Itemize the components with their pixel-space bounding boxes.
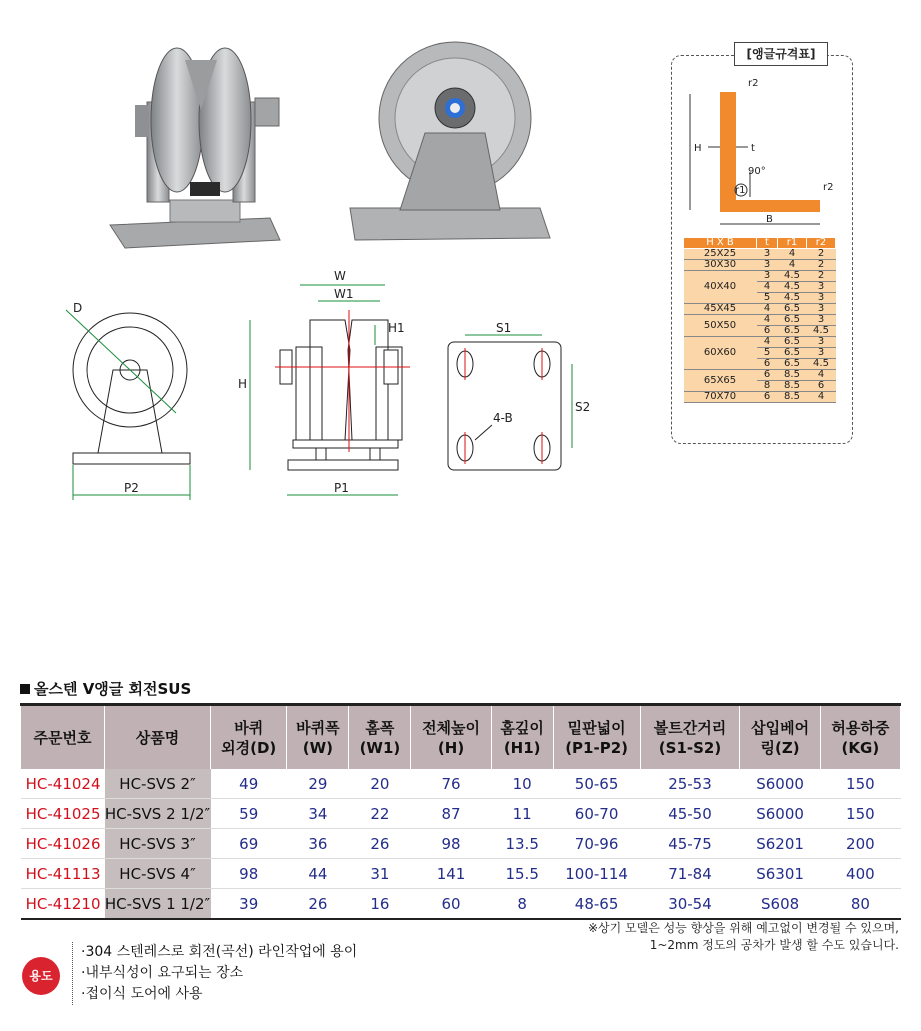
spec-cell-z: S6000: [740, 799, 820, 829]
angle-r1-cell: 6.5: [778, 315, 807, 326]
spec-header-cell: [105, 705, 211, 770]
angle-spec-table: [683, 237, 836, 403]
usage-item: ·접이식 도어에 사용: [81, 986, 203, 1002]
spec-cell-kg: 80: [820, 889, 900, 920]
label-4b: 4-B: [493, 411, 513, 425]
angle-label-r2-top: r2: [748, 78, 759, 89]
spec-cell-w1: 16: [349, 889, 411, 920]
angle-spec-body: [684, 249, 836, 403]
caster-photo-front: [105, 40, 285, 250]
spec-header-line: 볼트간거리: [653, 718, 727, 737]
spec-cell-h: 87: [411, 799, 491, 829]
spec-header-line: 허용하중: [831, 718, 890, 737]
angle-t-cell: 5: [757, 348, 778, 359]
spec-header-cell: [740, 705, 820, 770]
angle-t-cell: 3: [757, 249, 778, 260]
spec-cell-kg: 200: [820, 829, 900, 859]
angle-label-b: B: [766, 214, 773, 225]
table-row: [21, 829, 901, 859]
angle-r1-cell: 4: [778, 260, 807, 271]
usage-list: [72, 942, 357, 1005]
angle-t-cell: 4: [757, 315, 778, 326]
spec-cell-z: S608: [740, 889, 820, 920]
spec-header-line: 바퀴폭: [296, 718, 340, 737]
angle-row: [684, 271, 836, 282]
angle-t-cell: 6: [757, 370, 778, 381]
spec-cell-d: 98: [211, 859, 287, 889]
label-w: W: [334, 270, 346, 283]
spec-cell-w: 44: [287, 859, 349, 889]
spec-header-line: (W1): [359, 738, 401, 757]
angle-r1-cell: 8.5: [778, 381, 807, 392]
spec-header-line: 밑판넓이: [567, 718, 626, 737]
spec-header-line: 전체높이: [422, 718, 481, 737]
spec-header-line: 삽입베어: [751, 718, 810, 737]
angle-r1-cell: 8.5: [778, 392, 807, 403]
spec-cell-h: 98: [411, 829, 491, 859]
usage-item: ·304 스텐레스로 회전(곡선) 라인작업에 용이: [81, 944, 358, 960]
angle-label-r1: r1: [735, 185, 746, 196]
spec-cell-s: 71-84: [640, 859, 740, 889]
spec-header-line: (H): [437, 738, 465, 757]
label-h1: H1: [388, 321, 405, 335]
angle-t-cell: 3: [757, 271, 778, 282]
angle-header-r2: r2: [807, 238, 836, 249]
angle-r2-cell: 3: [807, 293, 836, 304]
angle-r1-cell: 8.5: [778, 370, 807, 381]
angle-r1-cell: 6.5: [778, 337, 807, 348]
usage-badge: 용도: [22, 957, 60, 995]
usage-item: ·내부식성이 요구되는 장소: [81, 965, 244, 981]
spec-header-cell: [349, 705, 411, 770]
spec-header-line: (H1): [503, 738, 541, 757]
spec-cell-kg: 150: [820, 769, 900, 799]
spec-cell-p: 50-65: [553, 769, 640, 799]
angle-r1-cell: 4.5: [778, 271, 807, 282]
section-title-text: 올스텐 V앵글 회전SUS: [34, 680, 192, 698]
label-d: D: [73, 301, 83, 315]
spec-table: [20, 703, 901, 920]
angle-r1-cell: 6.5: [778, 359, 807, 370]
spec-cell-h1: 15.5: [491, 859, 553, 889]
angle-label-r2-bottom: r2: [823, 182, 834, 193]
spec-cell-w: 26: [287, 889, 349, 920]
spec-header-cell: [491, 705, 553, 770]
spec-cell-h: 60: [411, 889, 491, 920]
label-p2: P2: [124, 481, 139, 495]
angle-r2-cell: 4: [807, 392, 836, 403]
angle-header-t: t: [757, 238, 778, 249]
angle-size-cell: 65X65: [684, 370, 757, 392]
spec-cell-h: 141: [411, 859, 491, 889]
spec-cell-w: 34: [287, 799, 349, 829]
spec-header-line: (W): [302, 738, 334, 757]
spec-cell-code: HC-41026: [21, 829, 105, 859]
angle-r2-cell: 2: [807, 249, 836, 260]
angle-r2-cell: 6: [807, 381, 836, 392]
spec-header-cell: [287, 705, 349, 770]
spec-cell-z: S6201: [740, 829, 820, 859]
spec-cell-d: 39: [211, 889, 287, 920]
spec-header-cell: [21, 705, 105, 770]
angle-r1-cell: 4: [778, 249, 807, 260]
table-row: [21, 859, 901, 889]
spec-header-cell: [820, 705, 900, 770]
angle-row: [684, 249, 836, 260]
label-s1: S1: [496, 321, 512, 335]
angle-size-cell: 50X50: [684, 315, 757, 337]
spec-cell-kg: 150: [820, 799, 900, 829]
spec-header-line: 홈깊이: [500, 718, 544, 737]
angle-t-cell: 5: [757, 293, 778, 304]
spec-header-line: 홈폭: [365, 718, 395, 737]
spec-cell-h1: 8: [491, 889, 553, 920]
angle-row: [684, 315, 836, 326]
spec-cell-w: 36: [287, 829, 349, 859]
spec-cell-w1: 26: [349, 829, 411, 859]
spec-cell-h1: 11: [491, 799, 553, 829]
angle-r2-cell: 3: [807, 348, 836, 359]
angle-r2-cell: 4.5: [807, 359, 836, 370]
spec-cell-code: HC-41025: [21, 799, 105, 829]
spec-cell-s: 45-75: [640, 829, 740, 859]
spec-header-line: 외경(D): [221, 738, 277, 757]
angle-spec-title: [앵글규격표]: [734, 42, 828, 66]
spec-cell-name: HC-SVS 2 1/2″: [105, 799, 211, 829]
spec-cell-h1: 13.5: [491, 829, 553, 859]
angle-label-t: t: [751, 143, 755, 154]
angle-r2-cell: 2: [807, 271, 836, 282]
section-title: [20, 678, 191, 699]
spec-cell-h1: 10: [491, 769, 553, 799]
spec-cell-name: HC-SVS 3″: [105, 829, 211, 859]
spec-cell-z: S6301: [740, 859, 820, 889]
spec-header-line: (S1-S2): [658, 738, 722, 757]
angle-r2-cell: 4.5: [807, 326, 836, 337]
spec-table-header-row: [21, 705, 901, 770]
label-w1: W1: [334, 287, 354, 301]
angle-size-cell: 30X30: [684, 260, 757, 271]
angle-r2-cell: 3: [807, 337, 836, 348]
spec-header-line: (P1-P2): [565, 738, 628, 757]
angle-size-cell: 45X45: [684, 304, 757, 315]
note-line-1: ※상기 모델은 성능 향상을 위해 예고없이 변경될 수 있으며,: [587, 921, 899, 935]
angle-label-90: 90°: [748, 166, 766, 177]
angle-size-cell: 60X60: [684, 337, 757, 370]
spec-header-cell: [411, 705, 491, 770]
angle-t-cell: 8: [757, 381, 778, 392]
spec-cell-code: HC-41024: [21, 769, 105, 799]
angle-size-cell: 40X40: [684, 271, 757, 304]
angle-r2-cell: 2: [807, 260, 836, 271]
angle-row: [684, 392, 836, 403]
angle-r1-cell: 6.5: [778, 348, 807, 359]
spec-cell-name: HC-SVS 1 1/2″: [105, 889, 211, 920]
spec-cell-w1: 22: [349, 799, 411, 829]
angle-r2-cell: 3: [807, 315, 836, 326]
spec-cell-d: 49: [211, 769, 287, 799]
angle-r2-cell: 3: [807, 282, 836, 293]
spec-header-line: 상품명: [135, 728, 180, 747]
spec-cell-w1: 20: [349, 769, 411, 799]
spec-cell-w: 29: [287, 769, 349, 799]
spec-cell-d: 69: [211, 829, 287, 859]
spec-header-line: 주문번호: [33, 728, 92, 747]
side-view-drawing: [66, 310, 190, 500]
angle-r1-cell: 6.5: [778, 326, 807, 337]
note-line-2: 1~2mm 정도의 공차가 발생 할 수도 있습니다.: [649, 938, 899, 952]
spec-cell-w1: 31: [349, 859, 411, 889]
angle-header-r1: r1: [778, 238, 807, 249]
plate-view-drawing: [448, 342, 561, 470]
angle-row: [684, 304, 836, 315]
angle-r2-cell: 3: [807, 304, 836, 315]
angle-row: [684, 337, 836, 348]
spec-table-body: [21, 769, 901, 919]
spec-cell-s: 30-54: [640, 889, 740, 920]
tolerance-note: [588, 920, 899, 954]
spec-cell-name: HC-SVS 2″: [105, 769, 211, 799]
angle-row: [684, 370, 836, 381]
angle-t-cell: 6: [757, 326, 778, 337]
label-h: H: [238, 377, 248, 391]
spec-cell-code: HC-41113: [21, 859, 105, 889]
spec-cell-p: 48-65: [553, 889, 640, 920]
spec-cell-code: HC-41210: [21, 889, 105, 920]
spec-cell-s: 25-53: [640, 769, 740, 799]
angle-r1-cell: 6.5: [778, 304, 807, 315]
spec-cell-name: HC-SVS 4″: [105, 859, 211, 889]
spec-header-cell: [640, 705, 740, 770]
table-row: [21, 799, 901, 829]
spec-cell-p: 60-70: [553, 799, 640, 829]
spec-cell-s: 45-50: [640, 799, 740, 829]
angle-t-cell: 4: [757, 337, 778, 348]
angle-header-hb: H X B: [684, 238, 757, 249]
angle-r1-cell: 4.5: [778, 293, 807, 304]
angle-t-cell: 3: [757, 260, 778, 271]
spec-cell-h: 76: [411, 769, 491, 799]
angle-t-cell: 6: [757, 392, 778, 403]
angle-profile-diagram: [678, 72, 848, 232]
spec-header-line: 바퀴: [234, 718, 264, 737]
spec-cell-d: 59: [211, 799, 287, 829]
angle-row: [684, 260, 836, 271]
angle-r1-cell: 4.5: [778, 282, 807, 293]
technical-drawings: [0, 270, 640, 510]
table-row: [21, 889, 901, 920]
bullet-square-icon: [20, 684, 30, 694]
spec-header-line: (KG): [841, 738, 880, 757]
label-s2: S2: [575, 400, 591, 414]
spec-cell-kg: 400: [820, 859, 900, 889]
angle-size-cell: 25X25: [684, 249, 757, 260]
angle-size-cell: 70X70: [684, 392, 757, 403]
angle-t-cell: 4: [757, 282, 778, 293]
angle-label-h: H: [694, 143, 702, 154]
spec-header-line: 링(Z): [760, 738, 800, 757]
table-row: [21, 769, 901, 799]
angle-t-cell: 4: [757, 304, 778, 315]
spec-header-cell: [553, 705, 640, 770]
spec-cell-p: 70-96: [553, 829, 640, 859]
angle-t-cell: 6: [757, 359, 778, 370]
label-p1: P1: [334, 481, 349, 495]
spec-cell-p: 100-114: [553, 859, 640, 889]
spec-cell-z: S6000: [740, 769, 820, 799]
caster-photo-side: [345, 38, 555, 248]
spec-header-cell: [211, 705, 287, 770]
angle-r2-cell: 4: [807, 370, 836, 381]
